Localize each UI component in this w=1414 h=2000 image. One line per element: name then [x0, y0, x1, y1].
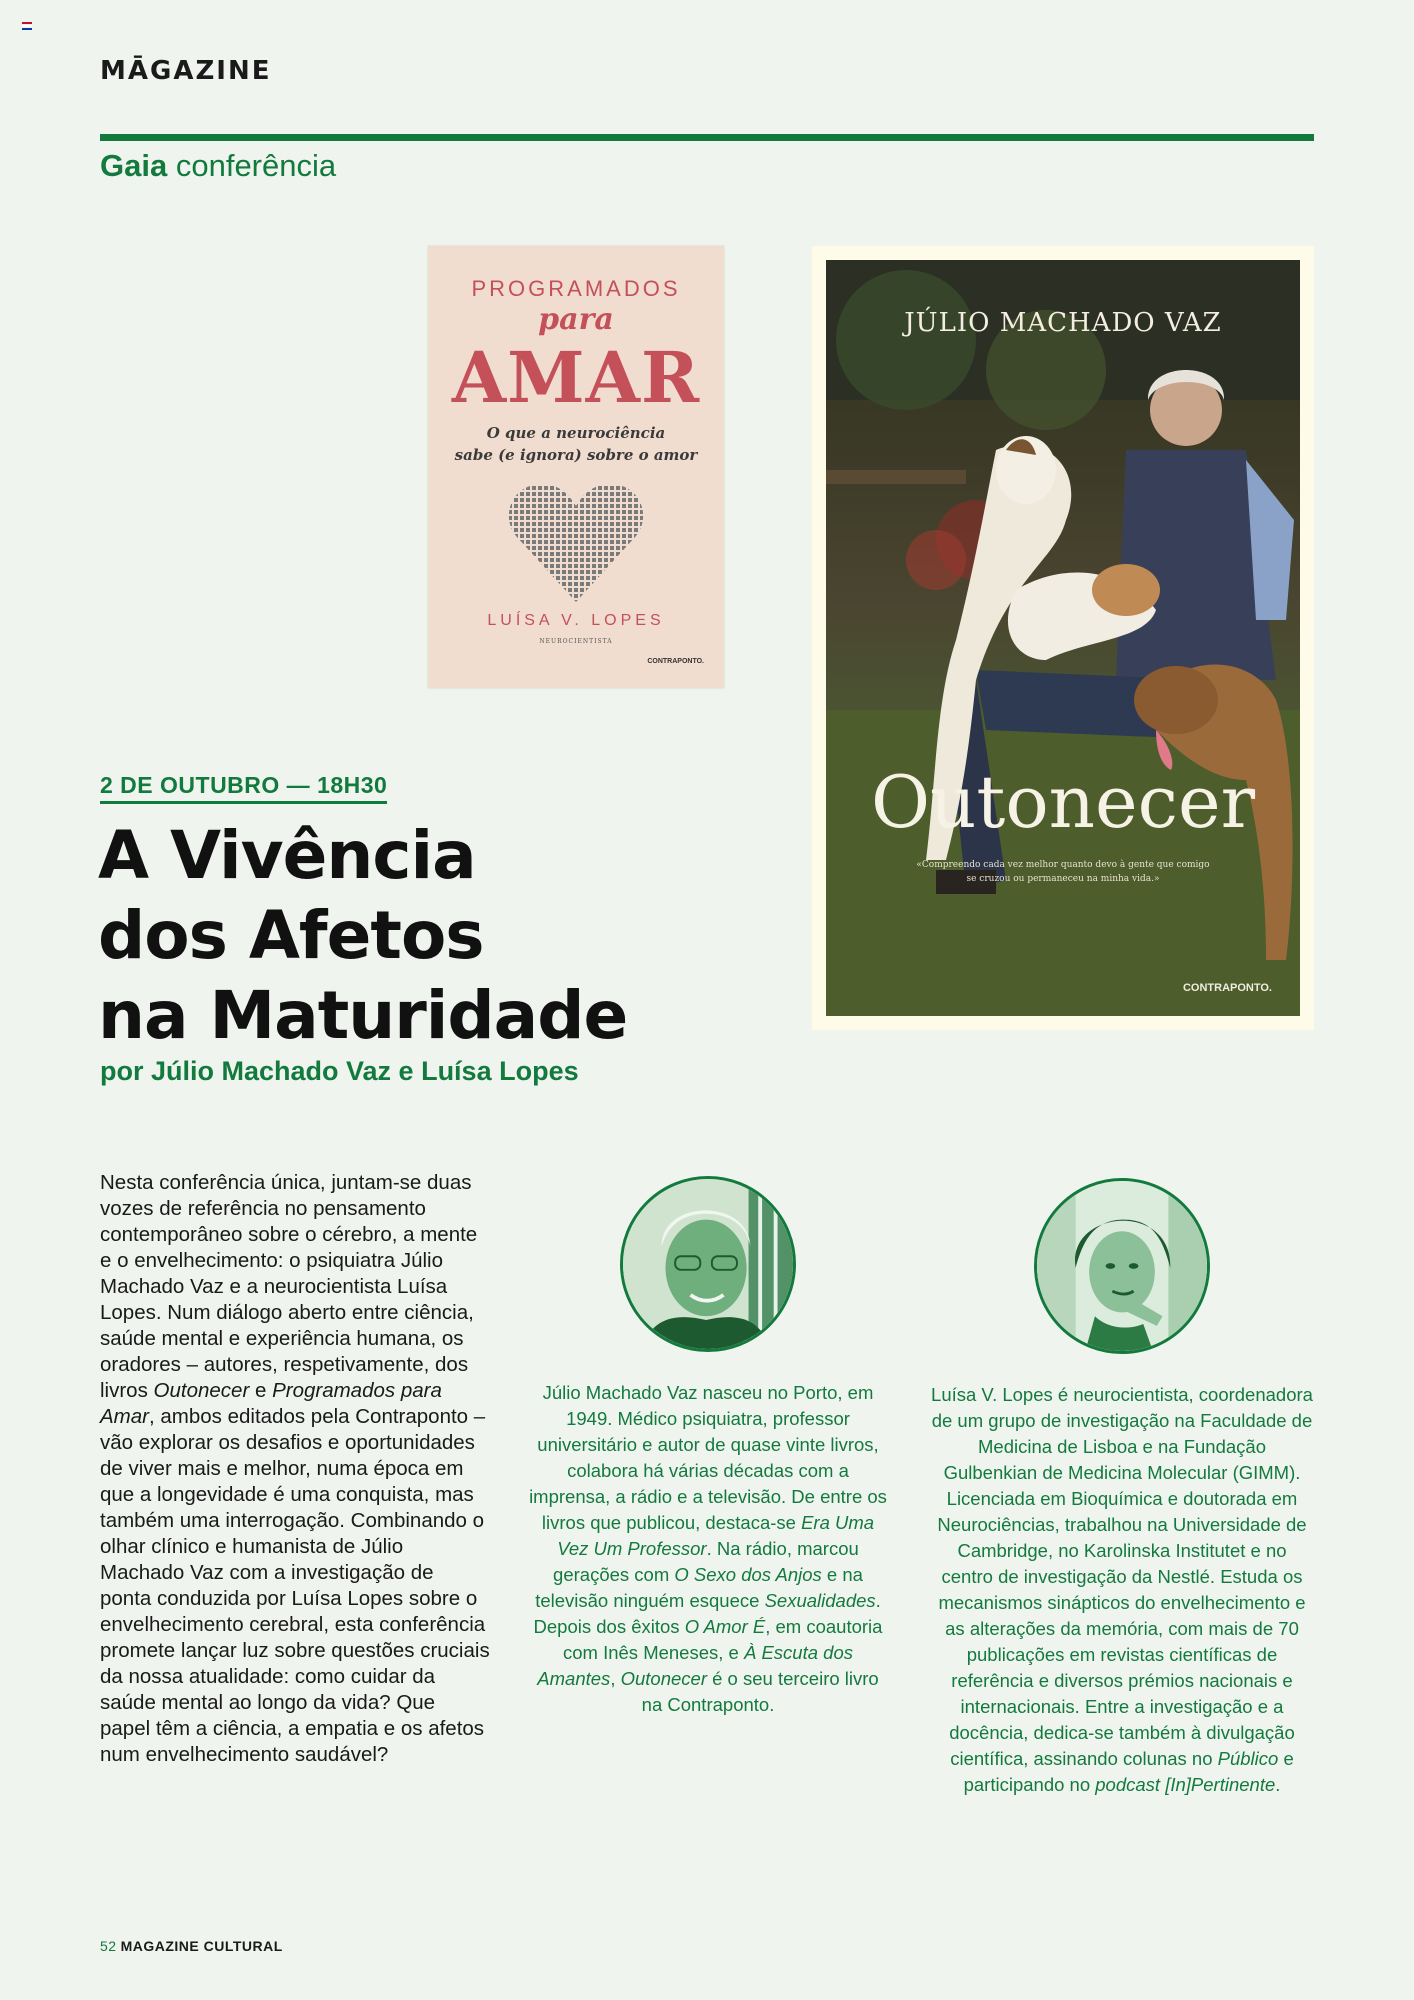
bio-luisa-text3: .: [1275, 1774, 1281, 1795]
section-category: conferência: [175, 148, 337, 183]
headline-line1: A Vivência: [98, 817, 476, 894]
bio-julio-book6: Outonecer: [620, 1668, 707, 1689]
book-cover-programados-para-amar: [428, 246, 724, 688]
bio-luisa-podcast: podcast [In]Pertinente: [1095, 1774, 1276, 1795]
bio-julio-text1: Júlio Machado Vaz nasceu no Porto, em 1949. Médico psiquiatra, professor universitário e autor de quase vinte livros, colabora há várias décadas com a imprensa, a rádio e a televisão. De entre os livros que publicou, destaca-se: [529, 1382, 887, 1533]
cover2-publisher: CONTRAPONTO.: [1182, 982, 1272, 994]
section-rule: [100, 134, 1314, 141]
event-date: 2 DE OUTUBRO — 18H30: [100, 772, 387, 804]
headline-line3: na Maturidade: [98, 977, 628, 1054]
bio-julio-text5: , em coautoria com Inês Meneses, e: [563, 1616, 883, 1663]
body-text-and: e: [249, 1379, 273, 1402]
bio-luisa-text1: Luísa V. Lopes é neurocientista, coordenadora de um grupo de investigação na Faculdade de Medicina de Lisboa e na Fundação Gulbenkian de Medicina Molecular (GIMM). Licenciada em Bioquímica e doutorada em Neurociências, trabalhou na Universidade de Cambridge, no Karolinska Institutet e no centro de investigação da Nestlé. Estuda os mecanismos sinápticos do envelhecimento e as alterações da memória, com mais de 70 publicações em revistas científicas de referência e diversos prémios nacionais e internacionais. Entre a investigação e a docência, dedica-se também à divulgação científica, assinando colunas no: [931, 1384, 1313, 1769]
book-cover-outonecer: [826, 260, 1300, 1016]
headline-line2: dos Afetos: [98, 897, 484, 974]
page-footer: [100, 1938, 283, 1954]
article-body: [100, 1170, 490, 1768]
bio-julio-text3: e na televisão ninguém esquece: [535, 1564, 863, 1611]
cover1-publisher: CONTRAPONTO.: [647, 658, 704, 665]
bio-julio-book3: Sexualidades: [764, 1590, 876, 1611]
bio-luisa-lopes: [930, 1382, 1314, 1798]
bio-julio-text4: . Depois dos êxitos: [533, 1590, 881, 1637]
section-location: Gaia: [100, 148, 168, 183]
cover2-title: Outonecer: [870, 760, 1255, 844]
byline: por Júlio Machado Vaz e Luísa Lopes: [100, 1056, 579, 1086]
bio-julio-text2: . Na rádio, marcou gerações com: [553, 1538, 859, 1585]
bio-luisa-text2: e participando no: [963, 1748, 1294, 1795]
cover1-subtitle: [428, 422, 724, 466]
flag-icon: [22, 22, 32, 30]
cover1-top-line: PROGRAMADOS: [471, 276, 681, 301]
cover1-subtitle-line1: O que a neurociência: [486, 424, 666, 442]
cover-photo-man-with-dogs: [826, 260, 1300, 1016]
bio-julio-text6: ,: [610, 1668, 621, 1689]
cover1-para: para: [538, 302, 614, 337]
body-text-part1: Nesta conferência única, juntam-se duas vozes de referência no pensamento contemporâneo sobre o cérebro, a mente e o envelhecimento: o psiquiatra Júlio Machado Vaz e a neurocientista Luísa Lopes. Num diálogo aberto entre ciência, saúde mental e experiência humana, os oradores – autores, respetivamente, dos livros: [100, 1171, 478, 1402]
page-number: 52: [100, 1938, 117, 1954]
portrait-luisa-lopes: [1034, 1178, 1210, 1354]
cover1-amar: AMAR: [451, 336, 701, 419]
cover1-author: LUÍSA V. LOPES: [487, 612, 665, 629]
bio-luisa-publication: Público: [1217, 1748, 1279, 1769]
magazine-logo: MĀGAZINE: [100, 56, 272, 86]
body-book-programados: Programados para Amar: [100, 1379, 442, 1428]
bio-julio-book5: À Escuta dos Amantes: [537, 1642, 853, 1689]
cover1-role: NEUROCIENTISTA: [539, 638, 613, 645]
body-text-part2: , ambos editados pela Contraponto – vão explorar os desafios e oportunidades de viver mais e melhor, numa época em que a longevidade é uma conquista, mas também uma interrogação. Combinando o olhar clínico e humanista de Júlio Machado Vaz com a investigação de ponta conduzida por Luísa Lopes sobre o envelhecimento cerebral, esta conferência promete lançar luz sobre questões cruciais da nossa atualidade: como cuidar da saúde mental ao longo da vida? Que papel têm a ciência, a empatia e os afetos num envelhecimento saudável?: [100, 1405, 490, 1766]
headline: [98, 816, 718, 1056]
cover2-author: JÚLIO MACHADO VAZ: [904, 308, 1222, 338]
section-title: [100, 148, 336, 184]
bio-julio-text7: é o seu terceiro livro na Contraponto.: [641, 1668, 879, 1715]
bio-julio-book2: O Sexo dos Anjos: [674, 1564, 822, 1585]
portrait-julio-machado-vaz: [620, 1176, 796, 1352]
footer-label: MAGAZINE CULTURAL: [120, 1938, 283, 1954]
bio-julio-book1: Era Uma Vez Um Professor: [557, 1512, 875, 1559]
heart-icon: [508, 480, 644, 604]
cover1-subtitle-line2: sabe (e ignora) sobre o amor: [454, 446, 698, 464]
bio-julio-book4: O Amor É: [684, 1616, 766, 1637]
bio-julio-machado-vaz: [528, 1380, 888, 1718]
body-book-outonecer: Outonecer: [153, 1379, 250, 1402]
cover2-quote: «Compreendo cada vez melhor quanto devo à gente que comigo se cruzou ou permaneceu na minha vida.»: [916, 860, 1210, 884]
